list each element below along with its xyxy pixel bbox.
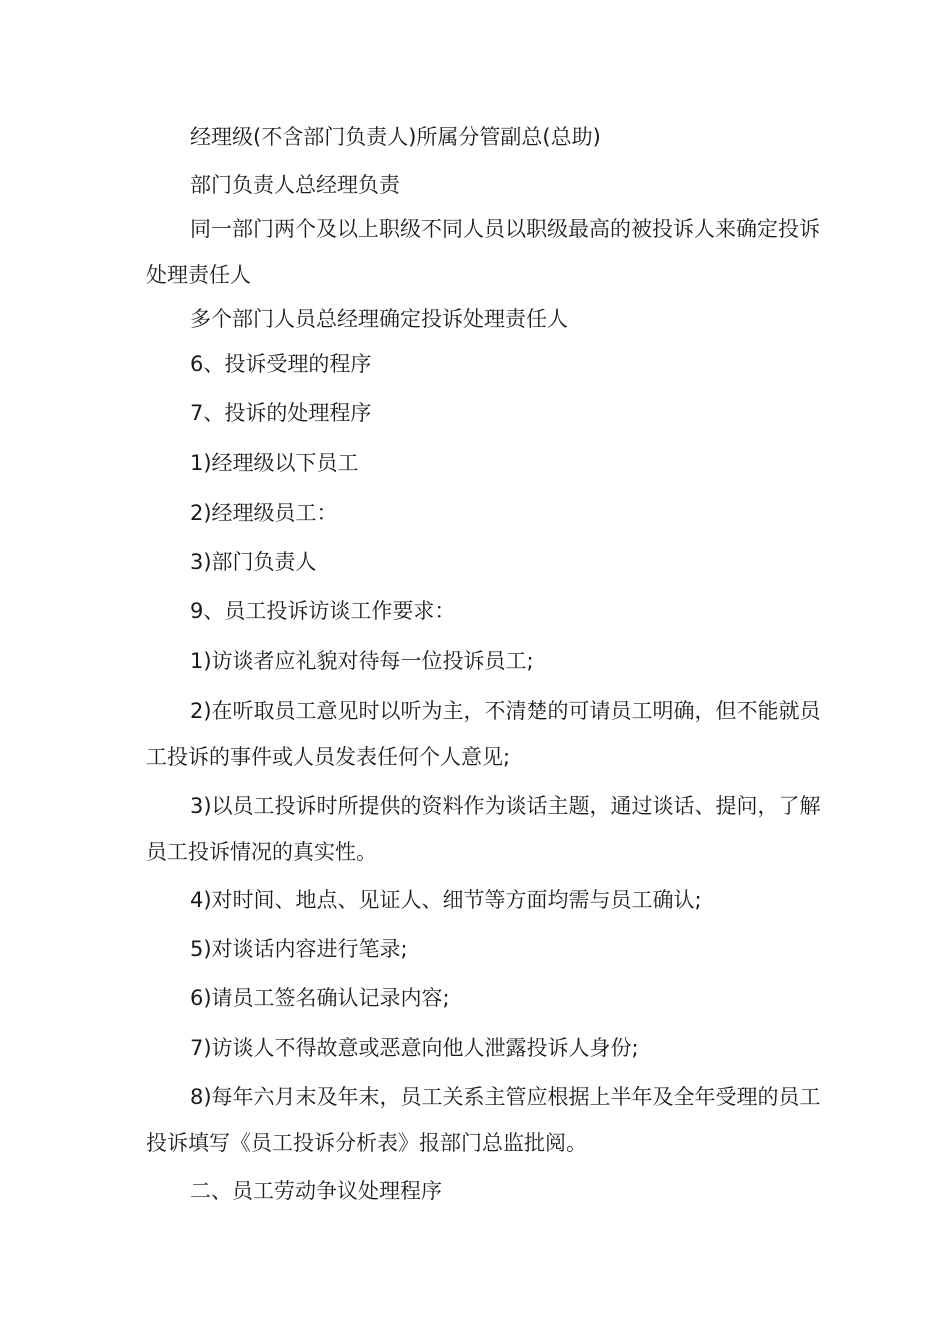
list-item-notes: 5)对谈话内容进行笔录; — [190, 937, 408, 961]
list-item-signature: 6)请员工签名确认记录内容; — [190, 986, 450, 1010]
list-item-confidentiality: 7)访谈人不得故意或恶意向他人泄露投诉人身份; — [190, 1036, 639, 1060]
list-item-dept-head: 3)部门负责人 — [190, 550, 317, 574]
heading-handling-procedure: 7、投诉的处理程序 — [190, 401, 372, 425]
paragraph-manager-level: 经理级(不含部门负责人)所属分管副总(总助) — [190, 125, 601, 149]
heading-labor-dispute: 二、员工劳动争议处理程序 — [190, 1179, 442, 1203]
list-item-manager: 2)经理级员工： — [190, 501, 338, 525]
paragraph-dept-head: 部门负责人总经理负责 — [190, 173, 400, 197]
paragraph-same-dept: 同一部门两个及以上职级不同人员以职级最高的被投诉人来确定投诉处理责任人 — [146, 217, 820, 287]
heading-acceptance-procedure: 6、投诉受理的程序 — [190, 352, 372, 376]
list-item-analysis-report: 8)每年六月末及年末，员工关系主管应根据上半年及全年受理的员工投诉填写《员工投诉分析表》报部门总监批阅。 — [146, 1085, 821, 1155]
list-item-courtesy: 1)访谈者应礼貌对待每一位投诉员工; — [190, 649, 534, 673]
list-item-materials: 3)以员工投诉时所提供的资料作为谈话主题，通过谈话、提问，了解员工投诉情况的真实性。 — [146, 794, 821, 864]
list-item-listen: 2)在听取员工意见时以听为主，不清楚的可请员工明确，但不能就员工投诉的事件或人员发表任何个人意见; — [146, 699, 821, 769]
heading-interview-requirements: 9、员工投诉访谈工作要求： — [190, 599, 456, 623]
list-item-confirm-details: 4)对时间、地点、见证人、细节等方面均需与员工确认; — [190, 888, 702, 912]
list-item-below-manager: 1)经理级以下员工 — [190, 451, 359, 475]
paragraph-multi-dept: 多个部门人员总经理确定投诉处理责任人 — [190, 307, 568, 331]
